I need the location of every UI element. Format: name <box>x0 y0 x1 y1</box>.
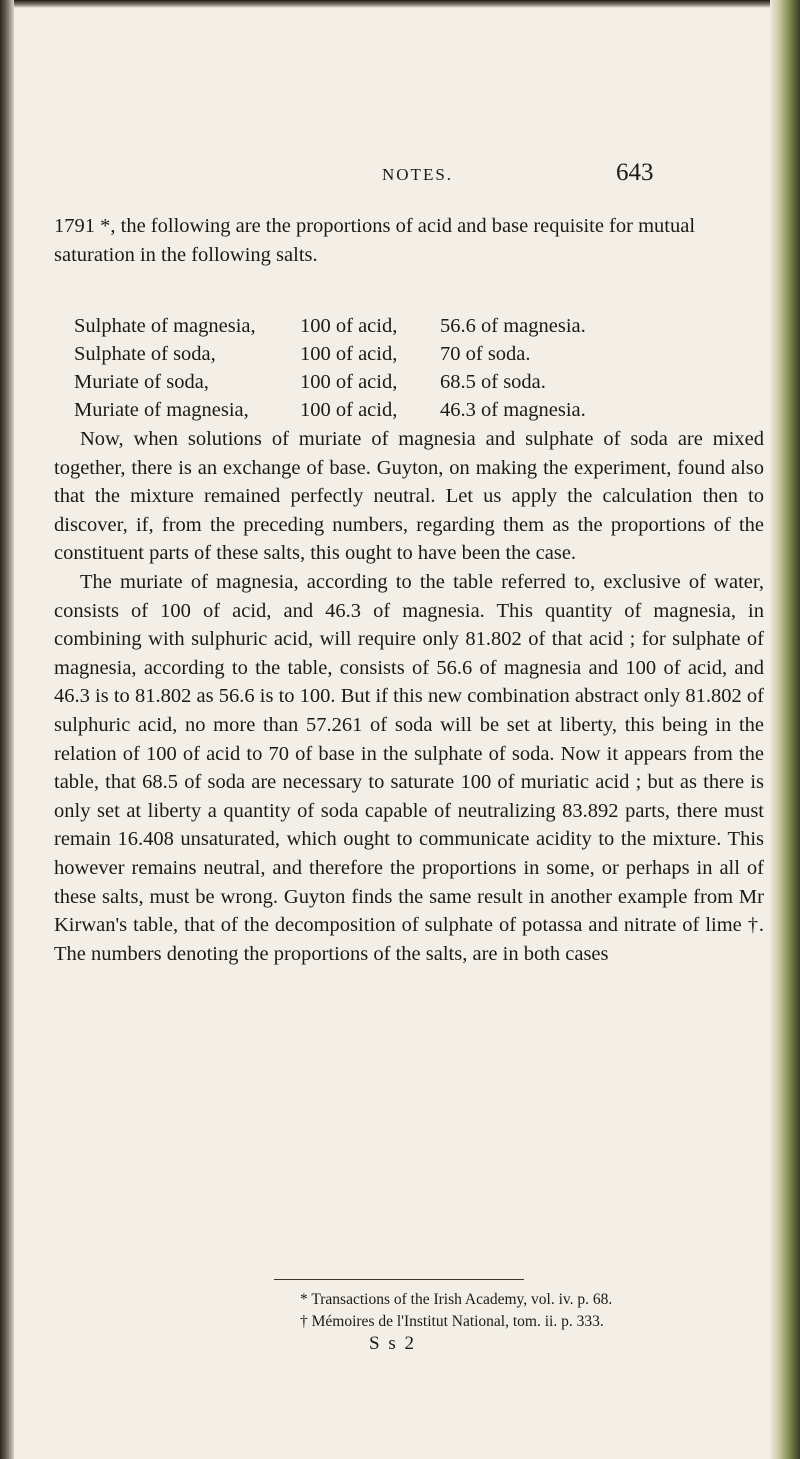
salt-name: Muriate of soda, <box>74 371 209 393</box>
base-proportion: 46.3 of magnesia. <box>440 399 586 421</box>
base-proportion: 70 of soda. <box>440 343 531 365</box>
page-edge-right <box>770 0 800 1459</box>
table-row <box>74 312 764 340</box>
footnote: † Mémoires de l'Institut National, tom. ii. p. 333. <box>300 1313 604 1330</box>
acid-proportion: 100 of acid, <box>300 371 398 393</box>
intro-paragraph: 1791 *, the following are the proportions of acid and base requisite for mutual saturation in the following salts. <box>54 215 696 266</box>
footnote-rule <box>274 1279 524 1280</box>
footnote: * Transactions of the Irish Academy, vol. iv. p. 68. <box>300 1291 613 1308</box>
running-head: NOTES. <box>382 165 454 184</box>
salts-proportions-table <box>74 312 764 424</box>
table-row <box>74 396 764 424</box>
page-header <box>0 159 800 195</box>
signature-mark: S s 2 <box>369 1333 416 1354</box>
paragraph: The muriate of magnesia, according to the table referred to, exclusive of water, consists of 100 of acid, and 46.3 of magnesia. This quantity of magnesia, in combining with sulphuric acid, will require only 81.802 of that acid ; for sulphate of magnesia, according to the table, consists of 56.6 of magnesia and 100 of acid, and 46.3 is to 81.802 as 56.6 is to 100. But if this new combination abstract only 81.802 of sulphuric acid, no more than 57.261 of soda will be set at liberty, this being in the relation of 100 of acid to 70 of base in the sulphate of soda. Now it appears from the table, that 68.5 of soda are necessary to saturate 100 of muriatic acid ; but as there is only set at liberty a quantity of soda capable of neutralizing 83.892 parts, there must remain 16.408 unsaturated, which ought to communicate acidity to the mixture. This however remains neutral, and therefore the proportions in some, or perhaps in all of these salts, must be wrong. Guyton finds the same result in another example from Mr Kirwan's table, that of the decomposition of sulphate of potassa and nitrate of lime †. The numbers denoting the proportions of the salts, are in both cases <box>54 570 764 965</box>
acid-proportion: 100 of acid, <box>300 343 398 365</box>
base-proportion: 68.5 of soda. <box>440 371 546 393</box>
salt-name: Sulphate of soda, <box>74 343 216 365</box>
acid-proportion: 100 of acid, <box>300 315 398 337</box>
acid-proportion: 100 of acid, <box>300 399 398 421</box>
body-text <box>54 425 764 968</box>
salt-name: Sulphate of magnesia, <box>74 315 256 337</box>
page-edge-left <box>0 0 14 1459</box>
table-row <box>74 340 764 368</box>
page-edge-top <box>0 0 800 8</box>
table-row <box>74 368 764 396</box>
footnotes <box>300 1289 760 1333</box>
paragraph: Now, when solutions of muriate of magnesia and sulphate of soda are mixed together, there is an exchange of base. Guyton, on making the experiment, found also that the mixture remained perfectly neutral. Let us apply the calculation then to discover, if, from the preceding numbers, regarding them as the proportions of the constituent parts of these salts, this ought to have been the case. <box>54 428 764 565</box>
salt-name: Muriate of magnesia, <box>74 399 249 421</box>
page-number: 643 <box>616 159 654 186</box>
base-proportion: 56.6 of magnesia. <box>440 315 586 337</box>
